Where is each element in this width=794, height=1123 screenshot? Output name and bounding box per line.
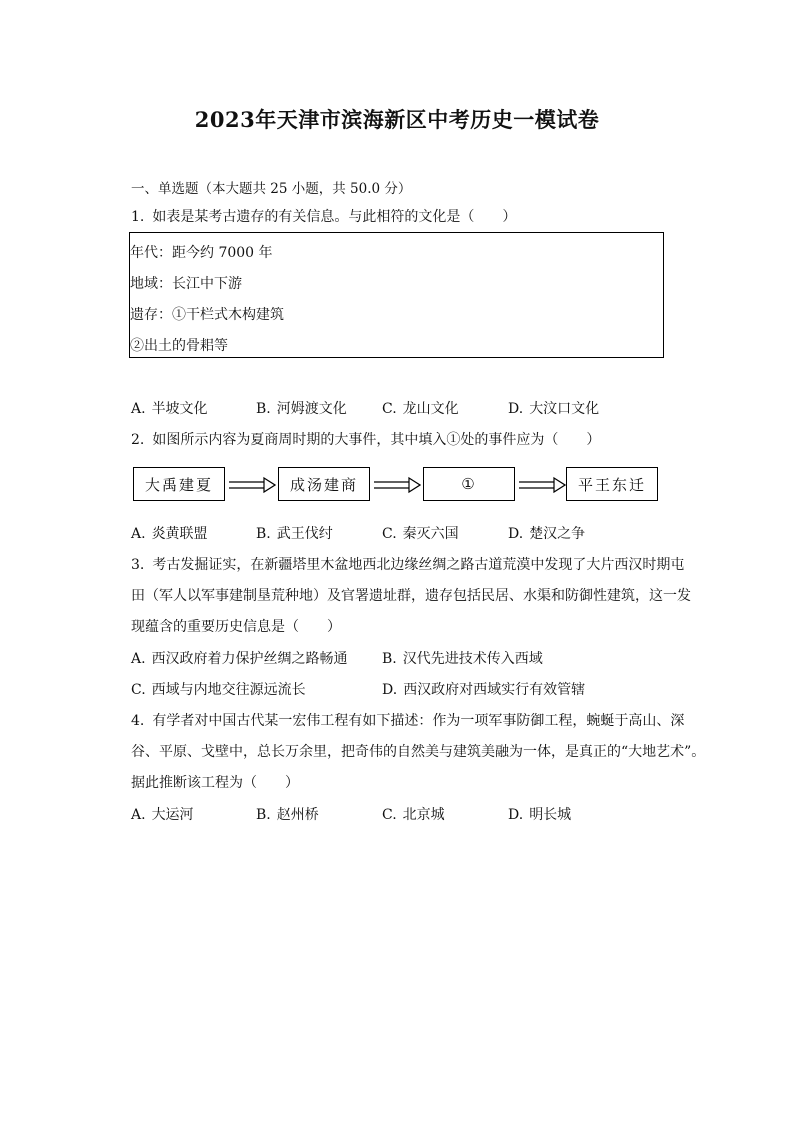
option-d[interactable]: D. 楚汉之争 <box>508 526 586 542</box>
option-b[interactable]: B. 汉代先进技术传入西域 <box>382 651 543 667</box>
option-b[interactable]: B. 河姆渡文化 <box>256 401 347 417</box>
question-text: 考古发掘证实，在新疆塔里木盆地西北边缘丝绸之路古道荒漠中发现了大片西汉时期屯 <box>152 557 685 573</box>
option-c[interactable]: C. 北京城 <box>382 807 445 823</box>
option-c[interactable]: C. 西域与内地交往源远流长 <box>131 682 306 698</box>
option-d[interactable]: D. 大汶口文化 <box>508 401 600 417</box>
question-text: 如表是某考古遗存的有关信息。与此相符的文化是（ ） <box>152 209 517 225</box>
flow-box-blank: ① <box>423 467 515 501</box>
option-c[interactable]: C. 秦灭六国 <box>382 526 459 542</box>
section-heading: 一、单选题（本大题共 25 小题，共 50.0 分） <box>131 181 412 197</box>
info-row-era: 年代：距今约 7000 年 <box>130 245 273 261</box>
flow-box-shang: 成汤建商 <box>278 467 370 501</box>
question-4-stem-line-3: 据此推断该工程为（ ） <box>131 775 299 791</box>
option-c[interactable]: C. 龙山文化 <box>382 401 459 417</box>
question-1-stem <box>131 206 516 226</box>
option-a[interactable]: A. 炎黄联盟 <box>131 526 208 542</box>
option-b[interactable]: B. 赵州桥 <box>256 807 319 823</box>
info-row-region: 地域：长江中下游 <box>130 276 242 292</box>
question-4-stem-line-2: 谷、平原、戈壁中，总长万余里，把奇伟的自然美与建筑美融为一体，是真正的“大地艺术”。 <box>131 744 706 760</box>
question-3-stem-line-3: 现蕴含的重要历史信息是（ ） <box>131 619 341 635</box>
question-4-stem <box>131 710 684 730</box>
question-number: 1. <box>131 209 145 225</box>
option-b[interactable]: B. 武王伐纣 <box>256 526 333 542</box>
question-number: 3. <box>131 557 145 573</box>
question-number: 2. <box>131 432 145 448</box>
question-3-stem-line-2: 田（军人以军事建制垦荒种地）及官署遗址群，遗存包括民居、水渠和防御性建筑，这一发 <box>131 588 691 604</box>
question-2-stem <box>131 429 600 449</box>
flow-arrow-icon <box>228 475 276 495</box>
option-a[interactable]: A. 半坡文化 <box>131 401 208 417</box>
flow-arrow-icon <box>518 475 566 495</box>
question-number: 4. <box>131 713 145 729</box>
info-row-relics-2: ②出土的骨耜等 <box>130 338 228 354</box>
info-row-relics: 遗存：①干栏式木构建筑 <box>130 307 284 323</box>
exam-title: 2023年天津市滨海新区中考历史一模试卷 <box>194 107 600 132</box>
option-d[interactable]: D. 明长城 <box>508 807 572 823</box>
question-text: 如图所示内容为夏商周时期的大事件，其中填入①处的事件应为（ ） <box>152 432 601 448</box>
option-a[interactable]: A. 大运河 <box>131 807 194 823</box>
info-table <box>129 232 664 358</box>
option-a[interactable]: A. 西汉政府着力保护丝绸之路畅通 <box>131 651 348 667</box>
flow-box-xia: 大禹建夏 <box>133 467 225 501</box>
question-3-stem <box>131 554 684 574</box>
flow-box-zhou: 平王东迁 <box>566 467 658 501</box>
option-d[interactable]: D. 西汉政府对西域实行有效管辖 <box>382 682 586 698</box>
flow-arrow-icon <box>373 475 421 495</box>
question-text: 有学者对中国古代某一宏伟工程有如下描述：作为一项军事防御工程，蜿蜒于高山、深 <box>152 713 685 729</box>
